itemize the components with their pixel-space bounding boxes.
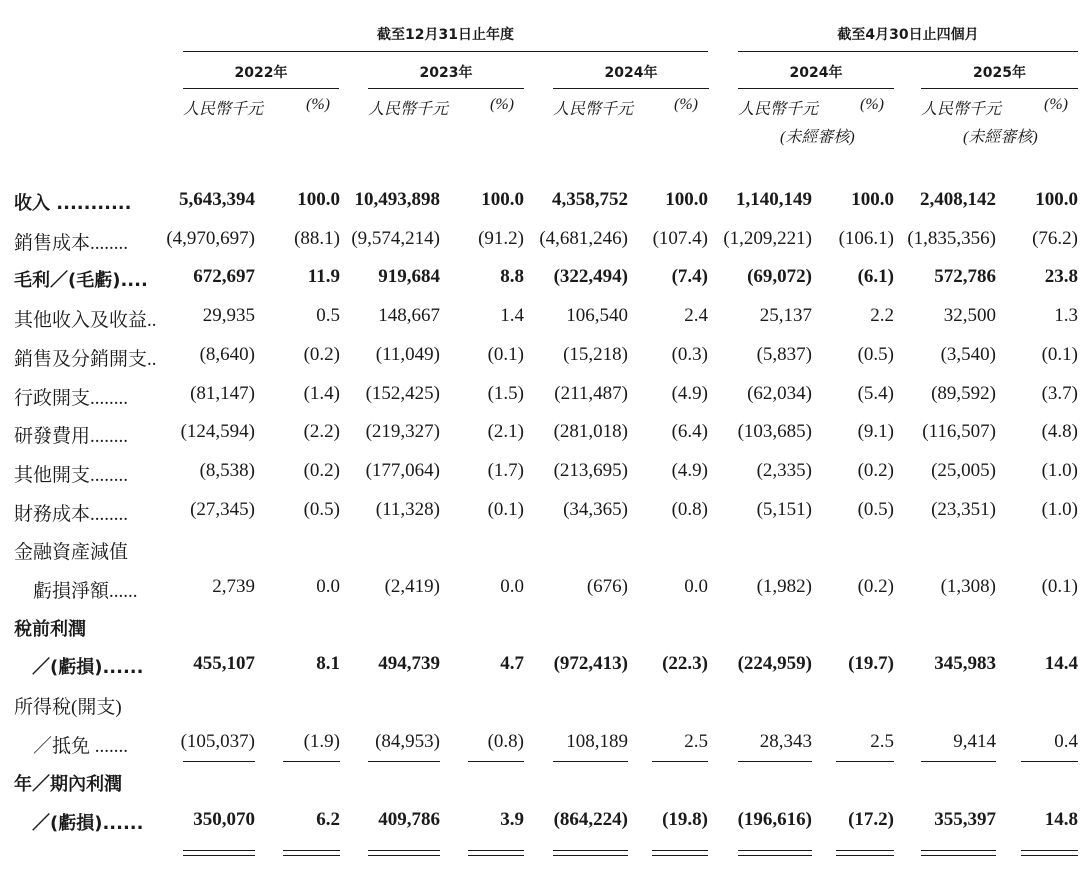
total-double-rule [468, 850, 524, 851]
amount-cell: 25,137 [759, 305, 812, 326]
percent-cell: (1.7) [487, 460, 524, 481]
total-double-rule [183, 850, 255, 851]
amount-cell: (1,308) [940, 576, 996, 597]
percent-cell: 11.9 [307, 266, 340, 287]
percent-cell: (0.2) [857, 460, 894, 481]
percent-label: (%) [490, 96, 514, 113]
subtotal-rule [183, 761, 255, 762]
percent-cell: 1.3 [1054, 305, 1078, 326]
year-rule [553, 88, 709, 89]
percent-cell: (22.3) [662, 653, 708, 674]
amount-cell: (81,147) [190, 383, 255, 404]
percent-cell: (0.2) [857, 576, 894, 597]
percent-cell: (4.9) [671, 383, 708, 404]
percent-label: (%) [306, 96, 330, 113]
percent-cell: 14.8 [1044, 809, 1078, 830]
percent-cell: (4.9) [671, 460, 708, 481]
amount-cell: 494,739 [378, 653, 440, 674]
row-label: 毛利／(毛虧).... [14, 270, 148, 291]
percent-cell: (106.1) [838, 228, 894, 249]
amount-cell: 355,397 [934, 809, 996, 830]
row-label: 銷售成本........ [14, 233, 129, 254]
row-label: 稅前利潤 [14, 619, 86, 640]
percent-cell: (2.1) [487, 421, 524, 442]
amount-cell: 108,189 [566, 731, 628, 752]
amount-cell: (1,209,221) [723, 228, 812, 249]
percent-cell: (0.2) [303, 344, 340, 365]
amount-cell: 455,107 [193, 653, 255, 674]
unaudited-label: (未經審核) [780, 129, 855, 146]
percent-cell: 3.9 [500, 809, 524, 830]
amount-cell: 29,935 [202, 305, 255, 326]
amount-cell: (105,037) [180, 731, 255, 752]
amount-cell: (177,064) [365, 460, 440, 481]
percent-cell: 100.0 [851, 189, 894, 210]
row-label: 行政開支........ [14, 388, 129, 409]
percent-cell: (0.1) [1041, 344, 1078, 365]
percent-cell: 100.0 [297, 189, 340, 210]
year-header: 2023年 [419, 65, 473, 81]
percent-cell: (7.4) [671, 266, 708, 287]
unaudited-label: (未經審核) [963, 129, 1038, 146]
amount-cell: 350,070 [193, 809, 255, 830]
subtotal-rule [921, 761, 996, 762]
percent-cell: 1.4 [500, 305, 524, 326]
subtotal-rule [1021, 761, 1078, 762]
percent-cell: (0.1) [487, 499, 524, 520]
total-double-rule [183, 855, 255, 856]
percent-cell: (4.8) [1041, 421, 1078, 442]
percent-cell: 0.0 [316, 576, 340, 597]
percent-cell: (1.5) [487, 383, 524, 404]
amount-cell: (5,151) [756, 499, 812, 520]
amount-cell: 672,697 [193, 266, 255, 287]
amount-cell: (11,328) [375, 499, 440, 520]
amount-cell: 10,493,898 [354, 189, 440, 210]
row-label: 金融資產減值 [14, 542, 129, 563]
total-double-rule [738, 850, 812, 851]
row-label: 年／期內利潤 [14, 774, 122, 795]
subtotal-rule [836, 761, 894, 762]
amount-cell: (15,218) [563, 344, 628, 365]
percent-cell: (19.7) [848, 653, 894, 674]
percent-cell: (5.4) [857, 383, 894, 404]
total-double-rule [553, 855, 628, 856]
total-double-rule [1021, 850, 1078, 851]
percent-cell: (0.1) [487, 344, 524, 365]
percent-cell: (0.8) [671, 499, 708, 520]
amount-cell: 32,500 [943, 305, 996, 326]
year-rule [738, 88, 894, 89]
row-label: 虧損淨額...... [14, 581, 138, 602]
total-double-rule [553, 850, 628, 851]
row-label: ／(虧損)...... [14, 657, 144, 678]
percent-cell: (9.1) [857, 421, 894, 442]
percent-cell: (1.0) [1041, 460, 1078, 481]
percent-label: (%) [1044, 96, 1068, 113]
total-double-rule [283, 850, 340, 851]
amount-cell: (8,538) [199, 460, 255, 481]
row-label: 其他收入及收益.. [14, 310, 157, 331]
amount-cell: (676) [586, 576, 628, 597]
row-label: 銷售及分銷開支.. [14, 349, 157, 370]
row-label: 所得稅(開支) [14, 697, 122, 718]
percent-cell: (1.0) [1041, 499, 1078, 520]
amount-cell: 5,643,394 [179, 189, 255, 210]
percent-cell: 100.0 [1035, 189, 1078, 210]
amount-cell: 572,786 [934, 266, 996, 287]
percent-cell: (6.1) [857, 266, 894, 287]
year-rule [921, 88, 1078, 89]
amount-cell: (1,835,356) [907, 228, 996, 249]
total-double-rule [283, 855, 340, 856]
row-label: 其他開支........ [14, 465, 129, 486]
percent-label: (%) [860, 96, 884, 113]
percent-cell: (107.4) [652, 228, 708, 249]
unit-label: 人民幣千元 [368, 101, 449, 118]
amount-cell: (27,345) [190, 499, 255, 520]
percent-cell: 0.0 [500, 576, 524, 597]
amount-cell: 28,343 [759, 731, 812, 752]
unit-label: 人民幣千元 [183, 101, 264, 118]
total-double-rule [921, 855, 996, 856]
percent-cell: (19.8) [662, 809, 708, 830]
amount-cell: (62,034) [747, 383, 812, 404]
percent-cell: (91.2) [478, 228, 524, 249]
percent-cell: (0.1) [1041, 576, 1078, 597]
percent-cell: 14.4 [1044, 653, 1078, 674]
total-double-rule [652, 855, 708, 856]
amount-cell: (9,574,214) [351, 228, 440, 249]
row-label: 收入 ........... [14, 193, 132, 214]
total-double-rule [652, 850, 708, 851]
amount-cell: (972,413) [553, 653, 628, 674]
amount-cell: (211,487) [554, 383, 628, 404]
amount-cell: (23,351) [931, 499, 996, 520]
percent-cell: (6.4) [671, 421, 708, 442]
percent-cell: 2.5 [684, 731, 708, 752]
percent-cell: 2.4 [684, 305, 708, 326]
group-header-four-months: 截至4月30日止四個月 [837, 27, 979, 43]
amount-cell: (34,365) [563, 499, 628, 520]
percent-cell: 0.0 [684, 576, 708, 597]
amount-cell: 9,414 [953, 731, 996, 752]
percent-cell: (1.4) [303, 383, 340, 404]
group-rule-year-ended [183, 51, 708, 52]
row-label: 財務成本........ [14, 504, 129, 525]
amount-cell: (5,837) [756, 344, 812, 365]
amount-cell: 409,786 [378, 809, 440, 830]
amount-cell: (69,072) [747, 266, 812, 287]
amount-cell: (281,018) [553, 421, 628, 442]
percent-cell: (0.5) [303, 499, 340, 520]
group-rule-four-months [738, 51, 1078, 52]
row-label: ／(虧損)...... [14, 813, 144, 834]
year-rule [183, 88, 339, 89]
percent-cell: 6.2 [316, 809, 340, 830]
percent-cell: 0.4 [1054, 731, 1078, 752]
amount-cell: 148,667 [378, 305, 440, 326]
amount-cell: (124,594) [180, 421, 255, 442]
percent-cell: 100.0 [665, 189, 708, 210]
percent-cell: (17.2) [848, 809, 894, 830]
amount-cell: (864,224) [553, 809, 628, 830]
percent-cell: (3.7) [1041, 383, 1078, 404]
total-double-rule [738, 855, 812, 856]
amount-cell: 1,140,149 [736, 189, 812, 210]
amount-cell: (152,425) [365, 383, 440, 404]
amount-cell: (2,335) [756, 460, 812, 481]
subtotal-rule [652, 761, 708, 762]
percent-cell: 23.8 [1044, 266, 1078, 287]
amount-cell: (219,327) [365, 421, 440, 442]
amount-cell: 2,739 [212, 576, 255, 597]
subtotal-rule [738, 761, 812, 762]
subtotal-rule [468, 761, 524, 762]
percent-cell: 2.2 [870, 305, 894, 326]
unit-label: 人民幣千元 [553, 101, 634, 118]
amount-cell: (25,005) [931, 460, 996, 481]
percent-cell: (1.9) [303, 731, 340, 752]
amount-cell: 4,358,752 [552, 189, 628, 210]
amount-cell: (4,681,246) [539, 228, 628, 249]
amount-cell: (224,959) [737, 653, 812, 674]
amount-cell: (3,540) [940, 344, 996, 365]
percent-cell: (76.2) [1032, 228, 1078, 249]
subtotal-rule [553, 761, 628, 762]
amount-cell: (2,419) [384, 576, 440, 597]
percent-cell: (88.1) [294, 228, 340, 249]
total-double-rule [836, 850, 894, 851]
year-header: 2025年 [973, 65, 1026, 81]
amount-cell: (213,695) [553, 460, 628, 481]
percent-cell: 8.1 [316, 653, 340, 674]
percent-cell: 4.7 [500, 653, 524, 674]
unit-label: 人民幣千元 [738, 101, 819, 118]
amount-cell: 345,983 [934, 653, 996, 674]
amount-cell: (8,640) [199, 344, 255, 365]
percent-cell: (0.3) [671, 344, 708, 365]
amount-cell: (196,616) [737, 809, 812, 830]
amount-cell: (103,685) [737, 421, 812, 442]
amount-cell: 106,540 [566, 305, 628, 326]
amount-cell: (89,592) [931, 383, 996, 404]
percent-cell: 8.8 [500, 266, 524, 287]
amount-cell: 2,408,142 [920, 189, 996, 210]
amount-cell: (116,507) [922, 421, 996, 442]
year-header: 2024年 [604, 65, 658, 81]
subtotal-rule [283, 761, 340, 762]
amount-cell: (1,982) [756, 576, 812, 597]
total-double-rule [468, 855, 524, 856]
total-double-rule [368, 855, 440, 856]
total-double-rule [836, 855, 894, 856]
total-double-rule [368, 850, 440, 851]
year-rule [368, 88, 524, 89]
percent-cell: (0.5) [857, 344, 894, 365]
year-header: 2024年 [789, 65, 843, 81]
percent-cell: (0.8) [487, 731, 524, 752]
row-label: 研發費用........ [14, 426, 129, 447]
percent-cell: 2.5 [870, 731, 894, 752]
percent-label: (%) [674, 96, 698, 113]
subtotal-rule [368, 761, 440, 762]
percent-cell: 100.0 [481, 189, 524, 210]
percent-cell: (0.2) [303, 460, 340, 481]
percent-cell: (0.5) [857, 499, 894, 520]
amount-cell: (4,970,697) [166, 228, 255, 249]
amount-cell: (322,494) [553, 266, 628, 287]
row-label: ／抵免 ....... [14, 736, 129, 757]
amount-cell: 919,684 [378, 266, 440, 287]
amount-cell: (84,953) [375, 731, 440, 752]
percent-cell: 0.5 [316, 305, 340, 326]
year-header: 2022年 [234, 65, 288, 81]
percent-cell: (2.2) [303, 421, 340, 442]
unit-label: 人民幣千元 [921, 101, 1002, 118]
amount-cell: (11,049) [375, 344, 440, 365]
group-header-year-ended: 截至12月31日止年度 [377, 27, 514, 43]
total-double-rule [1021, 855, 1078, 856]
total-double-rule [921, 850, 996, 851]
